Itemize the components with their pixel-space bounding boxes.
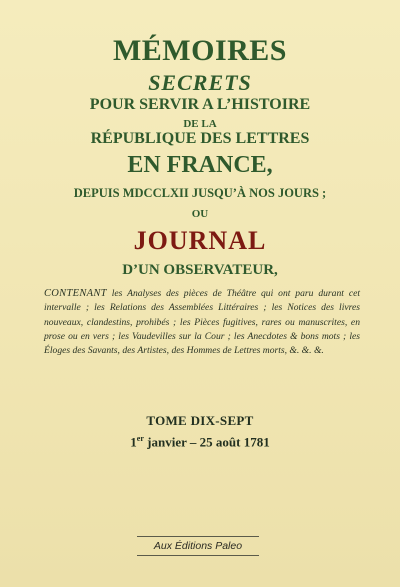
line-de-la: DE LA (183, 118, 217, 130)
line-republique: RÉPUBLIQUE DES LETTRES (90, 130, 310, 147)
line-ou: OU (191, 208, 209, 220)
tome-label: TOME DIX-SEPT (146, 413, 254, 428)
title-journal: JOURNAL (133, 226, 267, 255)
date-superscript: er (136, 434, 144, 443)
contents-paragraph (44, 287, 360, 358)
publisher-label: Aux Éditions Paleo (137, 536, 259, 556)
date-rest: janvier – 25 août 1781 (143, 434, 270, 450)
line-observateur: D’UN OBSERVATEUR, (122, 262, 278, 278)
date-day: 1 (130, 434, 137, 450)
line-depuis: DEPUIS MDCCLXII JUSQU’À NOS JOURS ; (73, 186, 327, 200)
contents-lead: CONTENANT (44, 288, 107, 299)
contents-text: les Analyses des pièces de Théâtre qui ont paru durant cet intervalle ; les Relations des Assemblées Littéraires ; les Notices des livres nouveaux, clandestins, prohibés ; les Pièces fugitives, rares ou manuscrites, en prose ou en vers ; les Vaudevilles sur la Cour ; les Anecdotes & bons mots ; les Éloges des Savants, des Artistes, des Hommes de Lettres morts, &. &. &. (44, 288, 360, 357)
line-en-france: EN FRANCE, (127, 152, 273, 178)
date-range (0, 434, 400, 450)
line-pour-servir: POUR SERVIR A L’HISTOIRE (89, 96, 311, 113)
title-memoires: MÉMOIRES (112, 34, 287, 67)
title-secrets: SECRETS (148, 70, 252, 95)
